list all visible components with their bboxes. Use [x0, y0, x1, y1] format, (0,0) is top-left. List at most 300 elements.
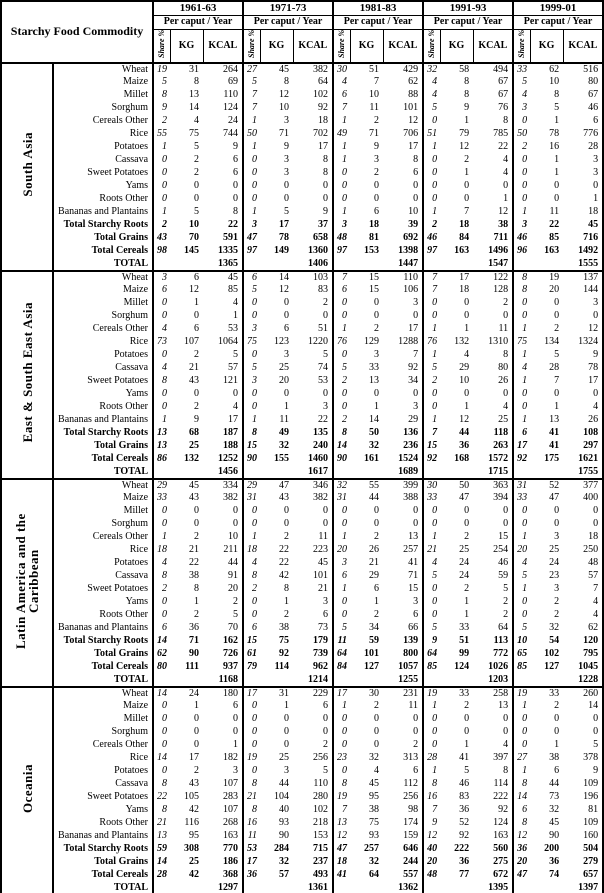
share-cell: 5 [432, 362, 438, 373]
share-cell: 0 [252, 401, 258, 412]
kcal-cell: 4 [473, 739, 513, 752]
kcal-cell: 6 [293, 609, 333, 622]
year-header-row [1, 1, 603, 15]
share-cell: 1 [432, 349, 438, 360]
share-cell: 8 [162, 375, 168, 386]
share-cell: 12 [517, 830, 528, 841]
kg-cell: 0 [284, 518, 290, 529]
kg-cell: 2 [194, 349, 200, 360]
kg-cell: 2 [194, 154, 200, 165]
share-cell: 32 [337, 479, 348, 491]
kg-cell: 10 [279, 102, 290, 113]
kg-cell: 3 [284, 349, 290, 360]
kg-cell: 33 [459, 687, 470, 699]
kg-cell [350, 674, 383, 687]
kcal-cell: 1492 [563, 245, 603, 258]
period-header: 1999-01 [513, 1, 603, 15]
share-cell: 32 [427, 63, 438, 75]
kcal-cell: 188 [203, 440, 243, 453]
kg-cell: 44 [369, 492, 380, 503]
kg-cell: 18 [459, 284, 470, 295]
table-row [1, 440, 603, 453]
per-caput-header: Per caput / Year [423, 15, 513, 29]
kcal-cell: 103 [293, 271, 333, 284]
kcal-cell: 1689 [383, 466, 423, 479]
kg-cell: 0 [284, 388, 290, 399]
share-cell: 0 [162, 154, 168, 165]
share-cell: 47 [517, 869, 528, 880]
kcal-cell: 29 [383, 414, 423, 427]
kcal-cell: 137 [563, 271, 603, 284]
share-cell: 1 [432, 323, 438, 334]
share-cell: 9 [162, 102, 168, 113]
table-row [1, 414, 603, 427]
share-cell: 92 [517, 453, 528, 464]
kg-cell: 0 [374, 297, 380, 308]
kcal-cell: 163 [203, 830, 243, 843]
share-cell: 0 [432, 518, 438, 529]
share-cell: 7 [342, 102, 348, 113]
share-header: Share % [243, 29, 260, 63]
kg-cell: 58 [459, 63, 470, 75]
kg-cell: 0 [374, 310, 380, 321]
kcal-cell: 174 [383, 817, 423, 830]
kcal-cell: 658 [293, 232, 333, 245]
kcal-cell: 672 [473, 869, 513, 882]
kg-cell: 36 [189, 622, 200, 633]
share-cell: 1 [522, 765, 528, 776]
kcal-cell: 0 [383, 180, 423, 193]
kg-cell [530, 674, 563, 687]
kg-cell: 111 [185, 661, 200, 672]
kcal-cell: 17 [293, 141, 333, 154]
share-cell: 23 [337, 752, 348, 763]
table-row [1, 635, 603, 648]
kg-cell: 43 [189, 492, 200, 503]
kg-cell: 0 [284, 713, 290, 724]
kg-cell: 2 [554, 596, 560, 607]
kg-cell: 90 [549, 830, 560, 841]
kg-cell: 1 [464, 401, 470, 412]
kcal-cell: 1228 [563, 674, 603, 687]
kcal-cell: 6 [203, 154, 243, 167]
kg-cell: 18 [459, 219, 470, 230]
kg-header: KG [350, 29, 383, 63]
kg-cell: 0 [464, 518, 470, 529]
kcal-cell: 128 [473, 284, 513, 297]
share-cell: 0 [162, 713, 168, 724]
kg-cell: 8 [464, 76, 470, 87]
kcal-cell: 1064 [203, 336, 243, 349]
kg-cell: 9 [194, 414, 200, 425]
kcal-cell: 2 [473, 297, 513, 310]
table-row [1, 609, 603, 622]
period-header: 1981-83 [333, 1, 423, 15]
kg-cell: 25 [459, 544, 470, 555]
kg-cell: 59 [369, 635, 380, 646]
kcal-cell: 0 [293, 505, 333, 518]
share-cell: 0 [162, 726, 168, 737]
share-cell: 0 [522, 596, 528, 607]
kg-cell: 2 [194, 401, 200, 412]
share-cell: 17 [247, 687, 258, 699]
kg-cell: 32 [549, 804, 560, 815]
share-cell: 0 [162, 401, 168, 412]
share-cell: 0 [252, 726, 258, 737]
commodity-label: Cassava [53, 570, 153, 583]
kg-cell: 132 [454, 336, 470, 347]
kg-cell: 1 [554, 154, 560, 165]
kcal-cell: 12 [383, 115, 423, 128]
kcal-cell: 504 [563, 843, 603, 856]
kg-cell: 0 [464, 505, 470, 516]
kcal-cell: 1 [203, 310, 243, 323]
share-cell: 0 [432, 739, 438, 750]
share-cell: 3 [342, 557, 348, 568]
share-cell: 13 [157, 440, 168, 451]
table-row [1, 817, 603, 830]
kg-cell: 25 [189, 440, 200, 451]
kcal-cell: 17 [383, 323, 423, 336]
commodity-label: Cereals Other [53, 739, 153, 752]
share-cell: 29 [247, 479, 258, 491]
table-row [1, 518, 603, 531]
kcal-cell: 62 [383, 76, 423, 89]
share-cell: 2 [522, 141, 528, 152]
kg-cell: 7 [554, 375, 560, 386]
kg-cell [530, 466, 563, 479]
kg-cell: 3 [554, 531, 560, 542]
kg-cell: 0 [554, 193, 560, 204]
share-cell: 14 [157, 856, 168, 867]
kg-cell: 13 [189, 89, 200, 100]
kcal-cell: 218 [293, 817, 333, 830]
kg-cell [170, 258, 203, 271]
kcal-cell: 1220 [293, 336, 333, 349]
kcal-cell: 118 [473, 427, 513, 440]
share-cell: 1 [432, 206, 438, 217]
kg-cell: 47 [459, 492, 470, 503]
kcal-cell: 1057 [383, 661, 423, 674]
kg-cell [260, 674, 293, 687]
kg-cell: 90 [189, 648, 200, 659]
kcal-cell: 257 [383, 544, 423, 557]
kcal-cell: 0 [203, 518, 243, 531]
kcal-cell: 109 [563, 778, 603, 791]
share-cell: 1 [162, 141, 168, 152]
share-cell [153, 258, 170, 271]
table-row [1, 284, 603, 297]
commodity-label: Yams [53, 388, 153, 401]
kcal-cell: 1 [473, 193, 513, 206]
kcal-cell: 256 [293, 752, 333, 765]
kg-cell: 32 [279, 856, 290, 867]
kcal-cell: 1324 [563, 336, 603, 349]
share-cell: 80 [157, 661, 168, 672]
kcal-cell: 144 [563, 284, 603, 297]
kcal-cell: 76 [473, 102, 513, 115]
share-cell: 0 [522, 609, 528, 620]
kcal-cell: 7 [383, 349, 423, 362]
kcal-cell: 1297 [203, 882, 243, 893]
kg-cell: 155 [274, 453, 290, 464]
share-cell: 5 [432, 102, 438, 113]
kg-cell: 149 [274, 245, 290, 256]
kcal-cell: 394 [473, 492, 513, 505]
share-cell: 1 [432, 700, 438, 711]
share-cell: 0 [162, 609, 168, 620]
share-cell: 0 [522, 739, 528, 750]
kcal-cell: 382 [293, 63, 333, 76]
table-row [1, 76, 603, 89]
share-cell: 0 [342, 765, 348, 776]
kcal-cell: 6 [203, 700, 243, 713]
kcal-cell: 114 [473, 778, 513, 791]
kg-cell: 38 [549, 752, 560, 763]
kg-cell: 41 [459, 752, 470, 763]
share-cell: 31 [337, 492, 348, 503]
share-cell: 90 [337, 453, 348, 464]
kcal-cell: 20 [203, 583, 243, 596]
kg-cell: 10 [189, 219, 200, 230]
share-cell: 14 [517, 791, 528, 802]
share-cell: 7 [432, 271, 438, 283]
kg-cell: 33 [369, 362, 380, 373]
share-cell: 3 [252, 219, 258, 230]
kg-cell: 62 [549, 63, 560, 75]
share-cell: 1 [342, 206, 348, 217]
share-cell: 48 [337, 232, 348, 243]
kg-cell [350, 466, 383, 479]
kg-header: KG [170, 29, 203, 63]
share-cell: 5 [252, 76, 258, 87]
share-cell: 0 [252, 713, 258, 724]
kg-cell: 1 [194, 596, 200, 607]
table-row [1, 375, 603, 388]
kg-cell: 1 [464, 323, 470, 334]
table-row [1, 297, 603, 310]
kg-cell: 90 [279, 830, 290, 841]
share-cell: 1 [522, 349, 528, 360]
kcal-cell: 26 [563, 414, 603, 427]
kg-cell: 92 [459, 830, 470, 841]
kcal-cell: 67 [563, 89, 603, 102]
kcal-cell: 62 [563, 622, 603, 635]
kcal-cell: 2 [203, 596, 243, 609]
kcal-cell: 110 [203, 89, 243, 102]
share-cell: 92 [427, 453, 438, 464]
kg-cell: 71 [369, 128, 380, 139]
kcal-cell: 6 [293, 700, 333, 713]
kg-header: KG [440, 29, 473, 63]
kg-cell: 1 [464, 167, 470, 178]
kg-cell: 0 [194, 388, 200, 399]
kcal-cell: 0 [563, 713, 603, 726]
kcal-cell: 15 [473, 531, 513, 544]
kcal-cell: 34 [383, 375, 423, 388]
kcal-header: KCAL [563, 29, 603, 63]
kcal-cell: 785 [473, 128, 513, 141]
kcal-cell: 46 [473, 557, 513, 570]
kcal-cell: 1547 [473, 258, 513, 271]
kg-cell: 308 [184, 843, 200, 854]
kg-cell [170, 674, 203, 687]
share-cell: 16 [247, 817, 258, 828]
kcal-cell: 196 [563, 791, 603, 804]
kcal-cell: 70 [203, 622, 243, 635]
share-cell: 1 [252, 206, 258, 217]
commodity-label: Wheat [53, 63, 153, 76]
kg-cell: 6 [374, 206, 380, 217]
share-cell: 76 [337, 336, 348, 347]
kg-cell: 0 [284, 505, 290, 516]
share-cell: 48 [427, 869, 438, 880]
share-cell: 6 [252, 271, 258, 283]
per-caput-header: Per caput / Year [243, 15, 333, 29]
kg-cell [440, 882, 473, 893]
kcal-cell: 0 [293, 713, 333, 726]
commodity-label: Yams [53, 180, 153, 193]
kg-cell: 23 [549, 570, 560, 581]
table-row [1, 479, 603, 492]
kg-cell: 4 [194, 115, 200, 126]
kcal-cell: 5 [473, 583, 513, 596]
share-cell: 4 [162, 323, 168, 334]
kcal-cell: 1456 [203, 466, 243, 479]
table-row [1, 323, 603, 336]
kcal-cell: 0 [293, 726, 333, 739]
kcal-cell: 0 [563, 310, 603, 323]
share-cell [513, 882, 530, 893]
kg-cell: 1 [374, 401, 380, 412]
kg-cell: 5 [194, 206, 200, 217]
kg-cell: 36 [459, 856, 470, 867]
kg-cell: 46 [459, 778, 470, 789]
share-cell: 0 [162, 180, 168, 191]
kcal-cell: 0 [293, 310, 333, 323]
share-cell: 76 [427, 336, 438, 347]
share-cell: 1 [522, 414, 528, 425]
kcal-cell: 1715 [473, 466, 513, 479]
table-row [1, 661, 603, 674]
share-cell: 0 [252, 180, 258, 191]
share-cell: 4 [522, 89, 528, 100]
kg-cell: 93 [369, 830, 380, 841]
kcal-cell: 187 [203, 427, 243, 440]
kg-cell: 8 [554, 89, 560, 100]
kg-cell: 25 [549, 544, 560, 555]
kg-cell: 7 [464, 206, 470, 217]
share-cell: 0 [162, 310, 168, 321]
kcal-cell: 38 [473, 219, 513, 232]
kcal-cell: 706 [383, 128, 423, 141]
kcal-cell: 0 [293, 518, 333, 531]
share-cell: 1 [342, 154, 348, 165]
kcal-cell: 368 [203, 869, 243, 882]
share-cell: 0 [522, 726, 528, 737]
table-row [1, 349, 603, 362]
period-header: 1991-93 [423, 1, 513, 15]
kg-cell: 105 [184, 791, 200, 802]
kg-cell: 5 [464, 765, 470, 776]
kcal-cell: 256 [383, 791, 423, 804]
share-cell: 6 [162, 622, 168, 633]
share-cell: 8 [252, 804, 258, 815]
kcal-cell: 378 [563, 752, 603, 765]
share-cell: 0 [252, 765, 258, 776]
kg-cell: 0 [374, 388, 380, 399]
kcal-cell: 1365 [203, 258, 243, 271]
table-row [1, 245, 603, 258]
kg-cell: 71 [279, 128, 290, 139]
kg-cell: 3 [554, 583, 560, 594]
share-cell: 0 [162, 700, 168, 711]
kg-cell: 92 [279, 648, 290, 659]
kg-cell: 0 [374, 518, 380, 529]
share-cell: 0 [432, 154, 438, 165]
share-cell: 4 [162, 557, 168, 568]
share-cell: 0 [432, 505, 438, 516]
kg-cell: 75 [189, 128, 200, 139]
kcal-cell: 0 [383, 713, 423, 726]
commodity-label: Maize [53, 700, 153, 713]
kg-cell: 73 [549, 791, 560, 802]
commodity-label: Cassava [53, 778, 153, 791]
kcal-cell: 67 [473, 76, 513, 89]
kcal-cell: 4 [203, 401, 243, 414]
kg-cell: 54 [549, 635, 560, 646]
kg-cell: 43 [279, 492, 290, 503]
kcal-cell: 8 [293, 154, 333, 167]
kg-cell: 21 [189, 544, 200, 555]
share-cell: 0 [432, 310, 438, 321]
period-header: 1971-73 [243, 1, 333, 15]
kcal-cell: 64 [473, 622, 513, 635]
kg-cell: 102 [544, 648, 560, 659]
kcal-cell: 44 [203, 557, 243, 570]
kcal-cell: 263 [473, 440, 513, 453]
kcal-cell: 10 [383, 206, 423, 219]
table-row [1, 687, 603, 700]
kcal-cell: 8 [473, 349, 513, 362]
share-cell: 0 [522, 713, 528, 724]
kg-cell: 0 [464, 726, 470, 737]
share-cell: 33 [427, 492, 438, 503]
share-cell: 6 [342, 570, 348, 581]
kcal-cell: 0 [293, 388, 333, 401]
commodity-label: Total Grains [53, 648, 153, 661]
share-cell: 20 [427, 856, 438, 867]
kcal-cell: 39 [383, 219, 423, 232]
kcal-header: KCAL [473, 29, 513, 63]
kg-cell: 1 [554, 739, 560, 750]
kg-cell: 6 [374, 583, 380, 594]
kg-cell: 3 [284, 115, 290, 126]
share-cell: 10 [517, 635, 528, 646]
share-cell: 0 [432, 596, 438, 607]
commodity-label: Bananas and Plantains [53, 414, 153, 427]
share-cell: 12 [337, 830, 348, 841]
share-cell: 3 [252, 323, 258, 334]
share-cell: 1 [252, 141, 258, 152]
share-cell: 47 [247, 232, 258, 243]
commodity-label: TOTAL [53, 258, 153, 271]
table-row [1, 206, 603, 219]
share-cell: 0 [252, 310, 258, 321]
kcal-cell: 45 [563, 219, 603, 232]
kcal-cell: 11 [293, 531, 333, 544]
commodity-label: Yams [53, 596, 153, 609]
